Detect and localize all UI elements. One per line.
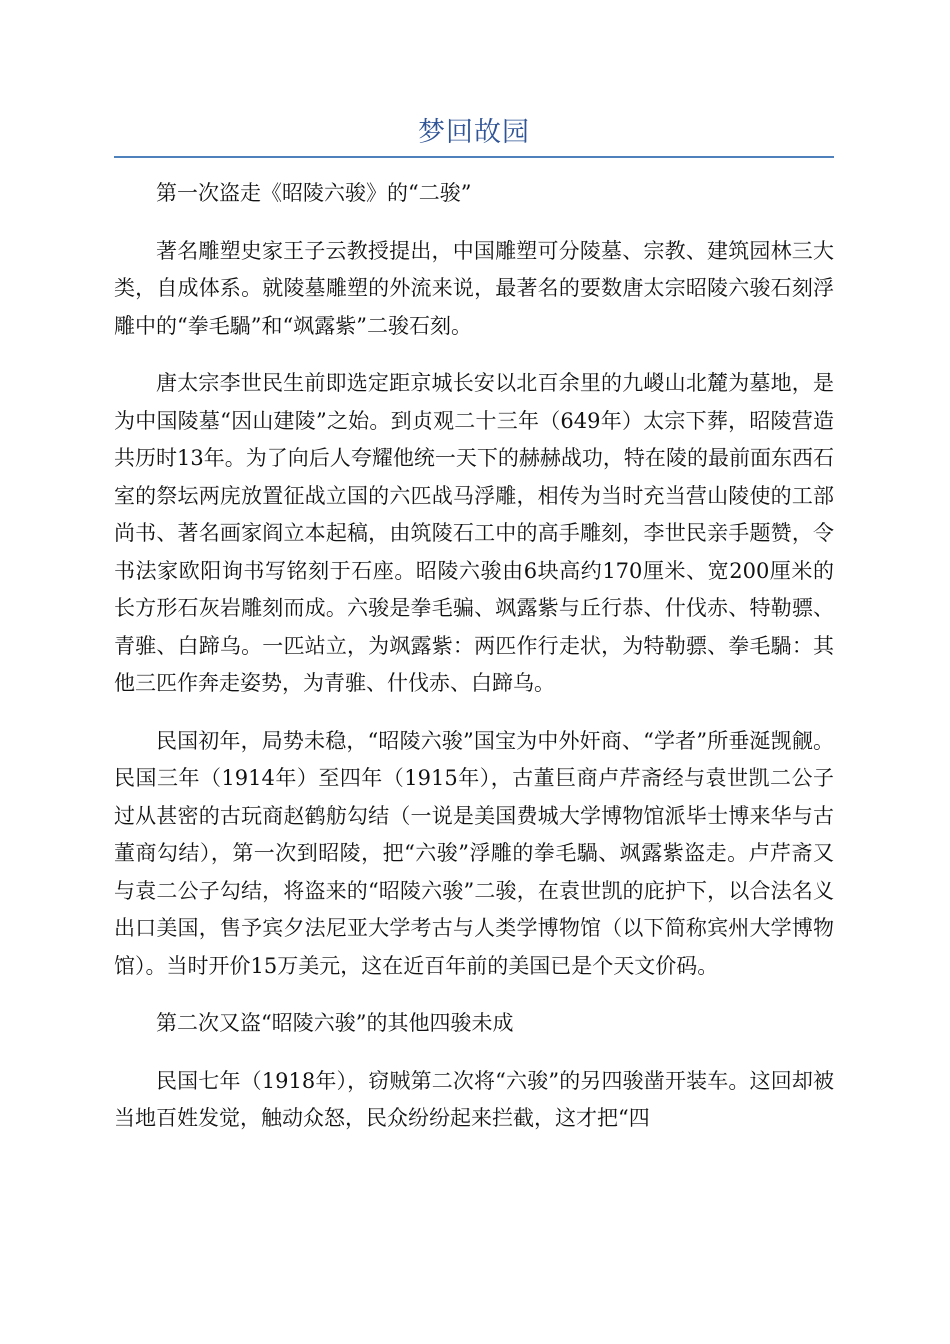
page-title: 梦回故园 (418, 117, 530, 148)
title-block (114, 112, 834, 158)
paragraph-wang-ziyun: 著名雕塑史家王子云教授提出，中国雕塑可分陵墓、宗教、建筑园林三大类，自成体系。就陵墓雕塑的外流来说，最著名的要数唐太宗昭陵六骏石刻浮雕中的“拳毛騧”和“飒露紫”二骏石刻。 (114, 238, 834, 338)
paragraph-1918-attempt: 民国七年（1918年），窃贼第二次将“六骏”的另四骏凿开装车。这回却被当地百姓发觉，触动众怒，民众纷纷起来拦截，这才把“四 (114, 1068, 834, 1130)
section-heading-second-theft: 第二次又盗“昭陵六骏”的其他四骏未成 (156, 1011, 514, 1035)
document-body (114, 175, 834, 1158)
paragraph-zhaoling-history: 唐太宗李世民生前即选定距京城长安以北百余里的九嵕山北麓为墓地，是为中国陵墓“因山建陵”之始。到贞观二十三年（649年）太宗下葬，昭陵营造共历时13年。为了向后人夸耀他统一天下的赫赫战功，特在陵的最前面东西石室的祭坛两庑放置征战立国的六匹战马浮雕，相传为当时充当营山陵使的工部尚书、著名画家阎立本起稿，由筑陵石工中的高手雕刻，李世民亲手题赞，令书法家欧阳询书写铭刻于石座。昭陵六骏由6块高约170厘米、宽200厘米的长方形石灰岩雕刻而成。六骏是拳毛骗、飒露紫与丘行恭、什伐赤、特勒骠、青骓、白蹄乌。一匹站立，为飒露紫：两匹作行走状，为特勒骠、拳毛騧：其他三匹作奔走姿势，为青骓、什伐赤、白蹄乌。 (114, 371, 834, 695)
paragraph-republic-theft: 民国初年，局势未稳，“昭陵六骏”国宝为中外奸商、“学者”所垂涎觊觎。民国三年（1914年）至四年（1915年），古董巨商卢芹斋经与袁世凯二公子过从甚密的古玩商赵鹤舫勾结（一说是美国费城大学博物馆派毕士博来华与古董商勾结），第一次到昭陵，把“六骏”浮雕的拳毛騧、飒露紫盗走。卢芹斋又与袁二公子勾结，将盗来的“昭陵六骏”二骏，在袁世凯的庇护下，以合法名义出口美国，售予宾夕法尼亚大学考古与人类学博物馆（以下简称宾州大学博物馆）。当时开价15万美元，这在近百年前的美国已是个天文价码。 (114, 728, 834, 978)
section-heading-first-theft: 第一次盗走《昭陵六骏》的“二骏” (156, 181, 472, 205)
